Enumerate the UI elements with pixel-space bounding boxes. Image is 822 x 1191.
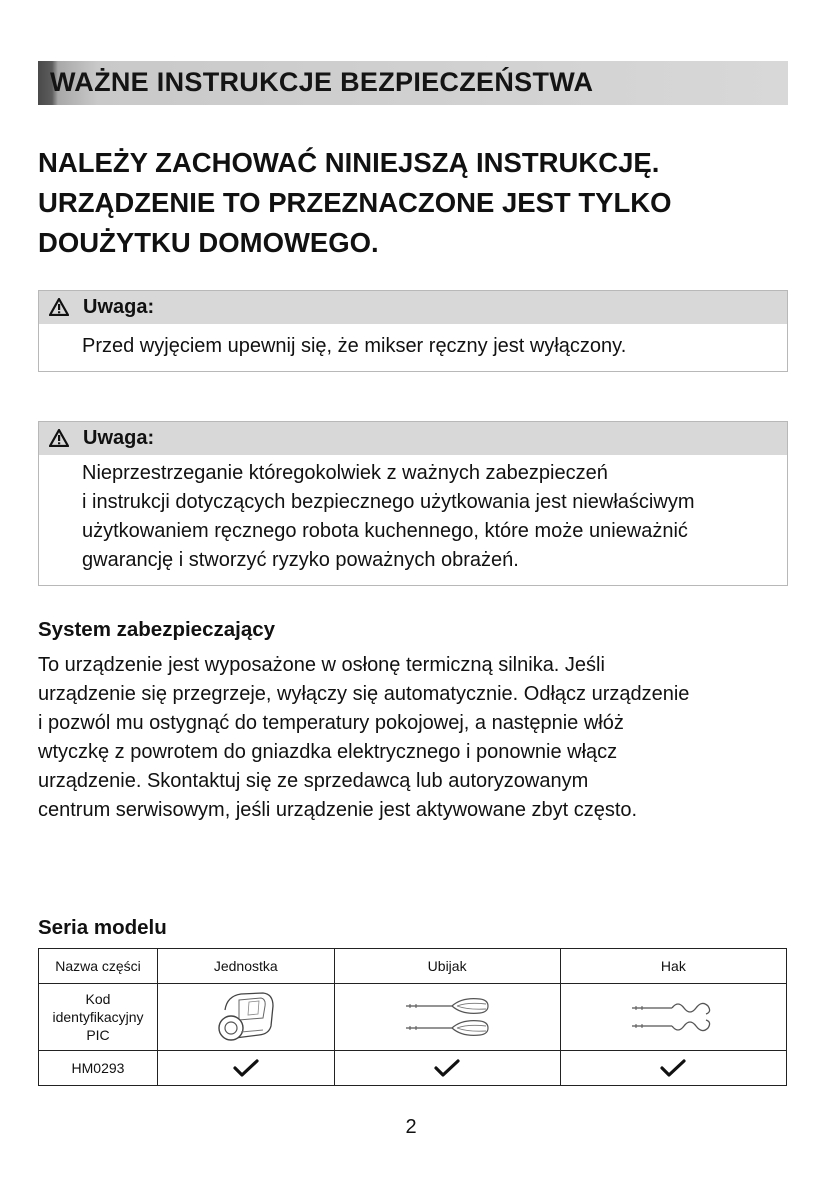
table-row [39,949,787,984]
table-cell: HM0293 [39,1051,158,1086]
table-cell [560,1051,786,1086]
table-cell [334,984,560,1051]
table-row [39,984,787,1051]
warning-triangle-icon [49,429,69,447]
main-title [38,143,798,263]
checkmark-icon [232,1058,260,1078]
table-cell [334,1051,560,1086]
warning-line: użytkowaniem ręcznego robota kuchennego, które może unieważnić [82,520,688,542]
warning-label: Uwaga: [83,296,155,318]
table-cell [560,984,786,1051]
pic-label-line: identyfikacyjny [52,1009,144,1025]
warning-line: Nieprzestrzeganie któregokolwiek z ważnych zabezpieczeń [82,462,608,484]
paragraph-line: i pozwól mu ostygnąć do temperatury pokojowej, a następnie włóż [38,712,624,734]
paragraph-line: To urządzenie jest wyposażone w osłonę termiczną silnika. Jeśli [38,654,605,676]
safety-system-text [38,651,798,825]
page-number: 2 [405,1116,417,1138]
model-table [38,948,787,1086]
paragraph-line: centrum serwisowym, jeśli urządzenie jest aktywowane zbyt często. [38,799,638,821]
warning-box-1 [38,290,788,372]
pic-label-line: Kod [85,991,111,1007]
warning-text [39,324,787,371]
paragraph-line: urządzenie. Skontaktuj się ze sprzedawcą lub autoryzowanym [38,770,589,792]
warning-header [39,291,787,324]
table-row [39,1051,787,1086]
table-cell: Ubijak [334,949,560,984]
checkmark-icon [433,1058,461,1078]
table-cell: Jednostka [158,949,335,984]
warning-line: Przed wyjęciem upewnij się, że mikser ręczny jest wyłączony. [82,335,627,357]
main-title-line: DOUŻYTKU DOMOWEGO. [38,227,379,258]
warning-header [39,422,787,455]
dough-hooks-icon [628,994,718,1040]
main-title-line: URZĄDZENIE TO PRZEZNACZONE JEST TYLKO [38,187,672,218]
pic-label-line: PIC [86,1027,110,1043]
table-cell: Nazwa części [39,949,158,984]
beaters-icon [402,994,492,1040]
header-title: WAŻNE INSTRUKCJE BEZPIECZEŃSTWA [50,67,594,97]
main-title-line: NALEŻY ZACHOWAĆ NINIEJSZĄ INSTRUKCJĘ. [38,147,660,178]
paragraph-line: urządzenie się przegrzeje, wyłączy się automatycznie. Odłącz urządzenie [38,683,690,705]
warning-triangle-icon [49,298,69,316]
warning-label: Uwaga: [83,427,155,449]
mixer-unit-icon [211,988,281,1046]
table-cell [158,1051,335,1086]
model-series-heading: Seria modelu [38,916,167,939]
warning-line: gwarancję i stworzyć ryzyko poważnych obrażeń. [82,549,519,571]
warning-box-2 [38,421,788,586]
safety-system-heading: System zabezpieczający [38,618,276,641]
paragraph-line: wtyczkę z powrotem do gniazdka elektrycznego i ponownie włącz [38,741,618,763]
warning-text [39,455,787,585]
table-cell [39,984,158,1051]
warning-line: i instrukcji dotyczących bezpiecznego użytkowania jest niewłaściwym [82,491,695,513]
table-cell: Hak [560,949,786,984]
checkmark-icon [659,1058,687,1078]
table-cell [158,984,335,1051]
